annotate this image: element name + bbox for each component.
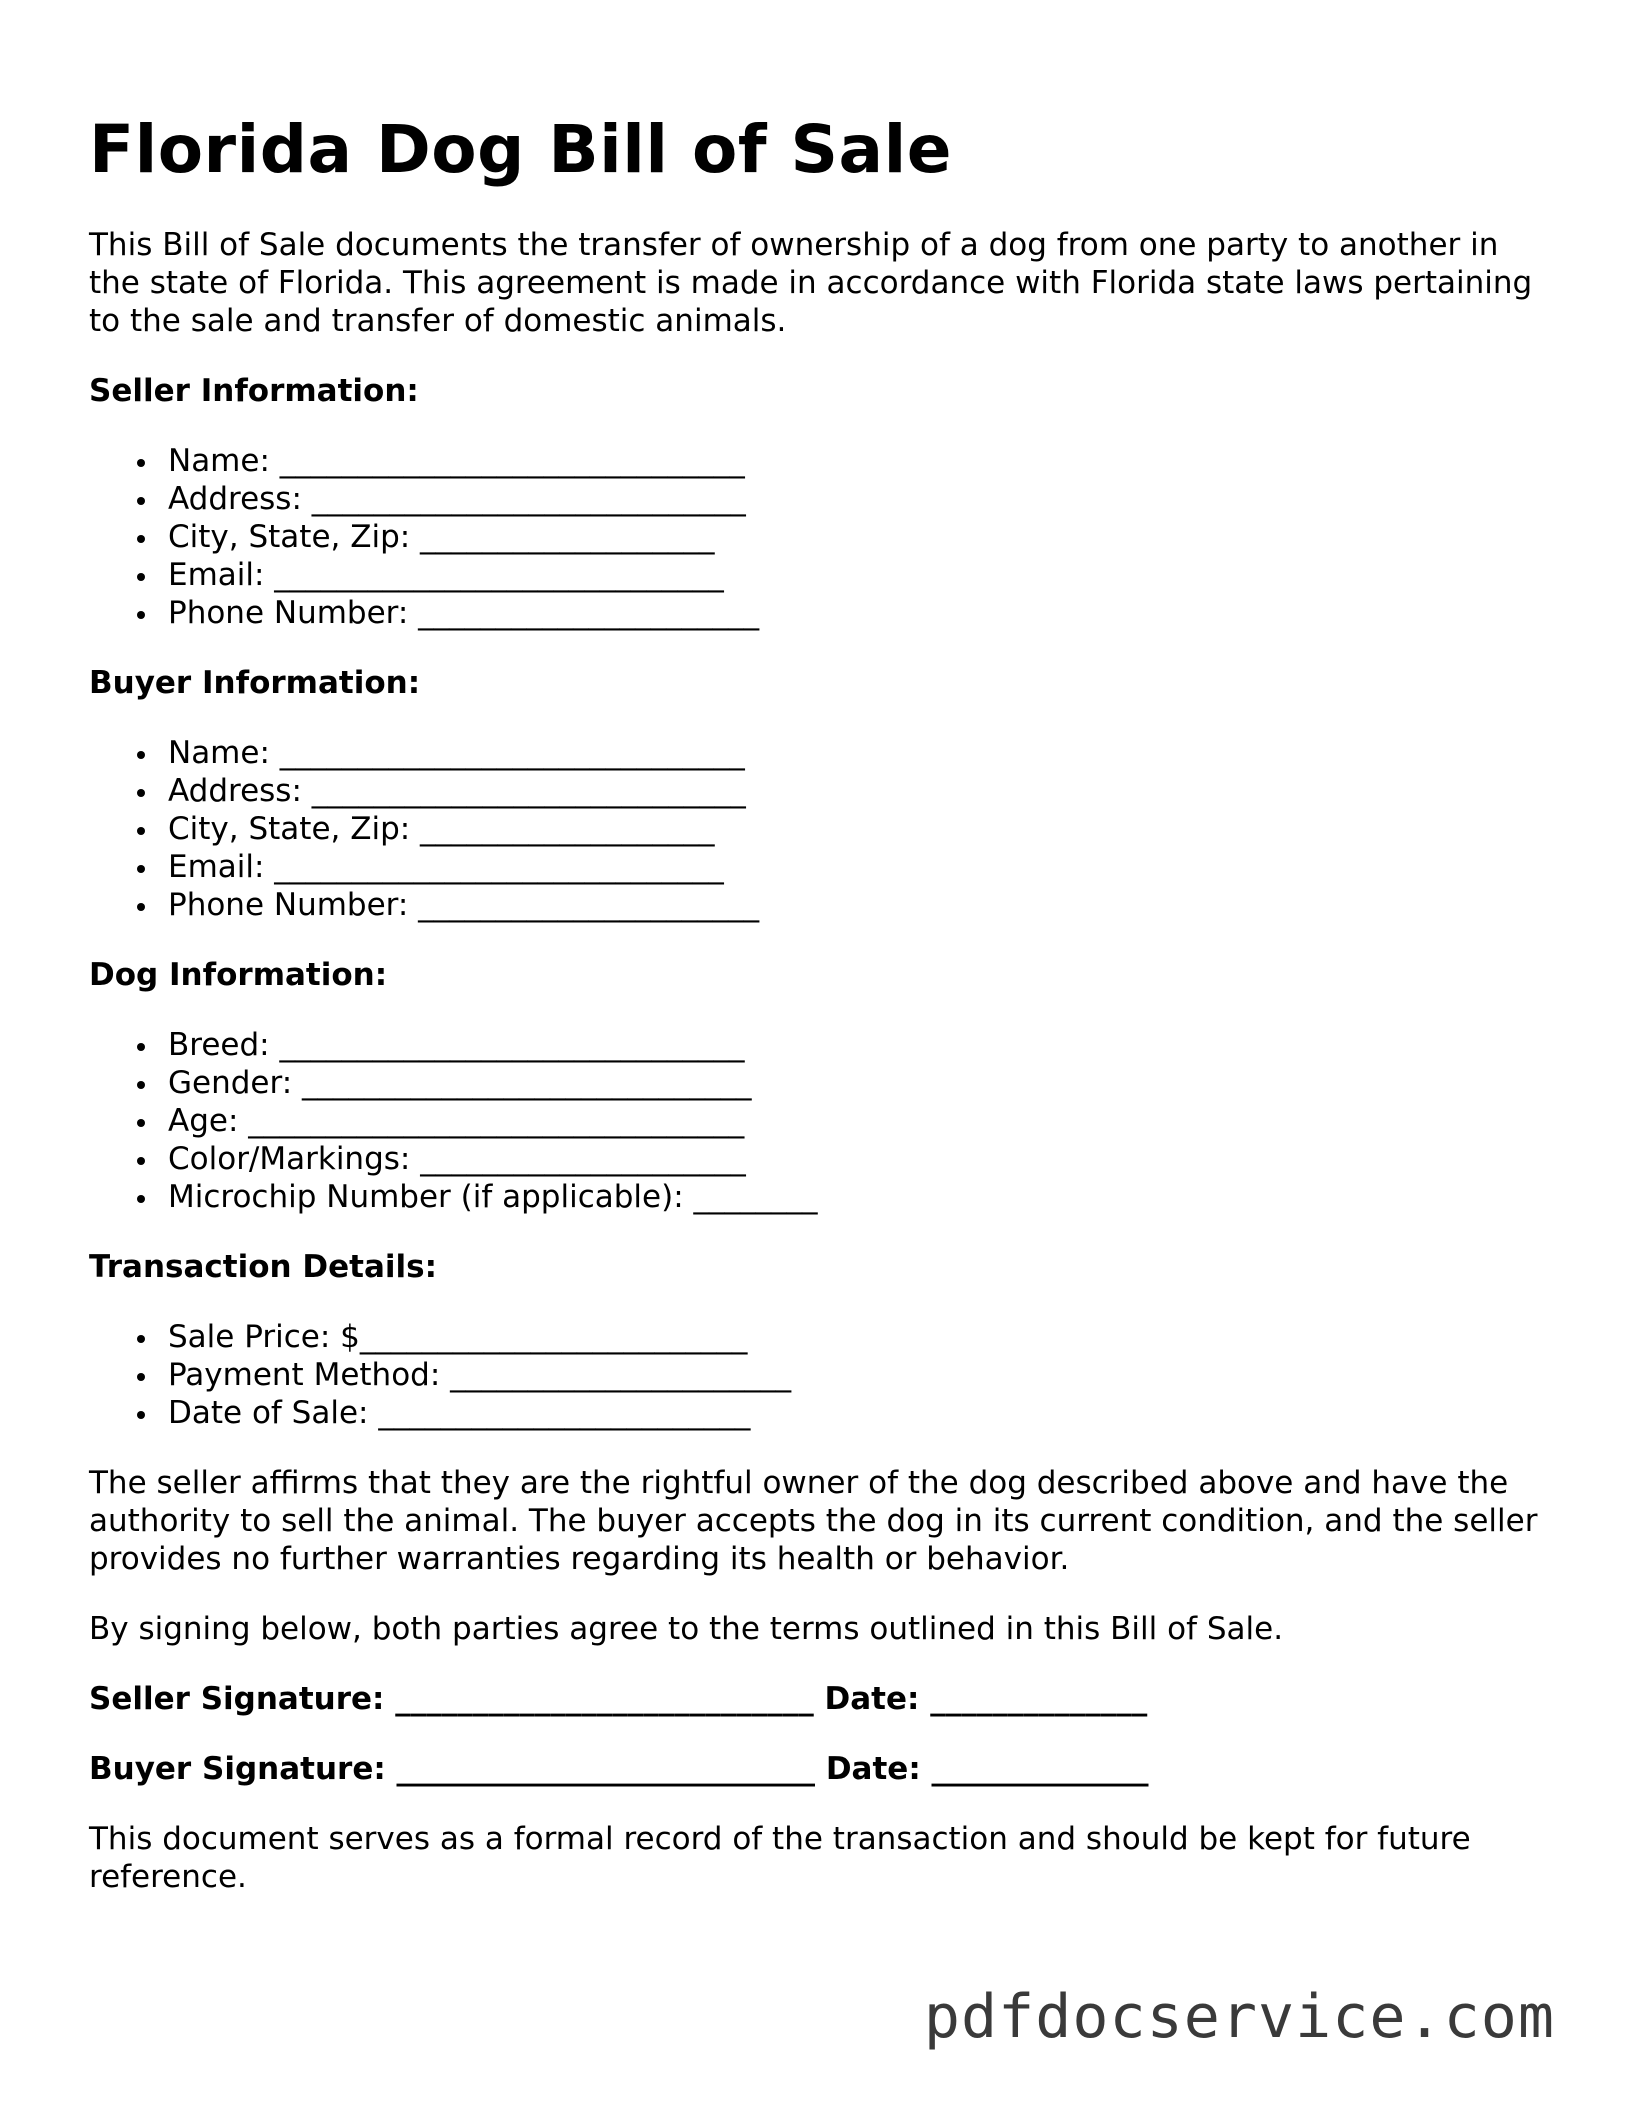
dog-gender-field: Gender: _____________________________ — [168, 1064, 1549, 1102]
dog-age-field: Age: ________________________________ — [168, 1102, 1549, 1140]
seller-city-state-zip-field: City, State, Zip: ___________________ — [168, 518, 1549, 556]
dog-heading: Dog Information: — [89, 957, 388, 993]
buyer-email-field: Email: _____________________________ — [168, 848, 1549, 886]
seller-address-field: Address: ____________________________ — [168, 480, 1549, 518]
watermark: pdfdocservice.com — [923, 1982, 1555, 2052]
seller-signature-line: Seller Signature: ___________________________ Date: ______________ — [89, 1681, 1148, 1717]
buyer-heading: Buyer Information: — [89, 665, 421, 701]
seller-email-field: Email: _____________________________ — [168, 556, 1549, 594]
buyer-city-state-zip-field: City, State, Zip: ___________________ — [168, 810, 1549, 848]
seller-name-field: Name: ______________________________ — [168, 442, 1549, 480]
buyer-fields-list — [89, 734, 1549, 924]
date-of-sale-field: Date of Sale: ________________________ — [168, 1394, 1549, 1432]
seller-fields-list — [89, 442, 1549, 632]
payment-method-field: Payment Method: ______________________ — [168, 1356, 1549, 1394]
document-page — [89, 110, 1549, 1896]
dog-microchip-field: Microchip Number (if applicable): ________ — [168, 1178, 1549, 1216]
buyer-phone-field: Phone Number: ______________________ — [168, 886, 1549, 924]
seller-heading: Seller Information: — [89, 373, 419, 409]
affirmation-paragraph: The seller affirms that they are the rightful owner of the dog described above and have the authority to sell the animal. The buyer accepts the dog in its current condition, and the seller provides no further warranties regarding its health or behavior. — [89, 1465, 1538, 1577]
transaction-heading: Transaction Details: — [89, 1249, 437, 1285]
dog-fields-list — [89, 1026, 1549, 1216]
dog-color-markings-field: Color/Markings: _____________________ — [168, 1140, 1549, 1178]
transaction-fields-list — [89, 1318, 1549, 1432]
agreement-paragraph: By signing below, both parties agree to the terms outlined in this Bill of Sale. — [89, 1611, 1284, 1647]
intro-paragraph: This Bill of Sale documents the transfer of ownership of a dog from one party to another in the state of Florida. This agreement is made in accordance with Florida state laws pertaining to the sale and transfer of domestic animals. — [89, 227, 1533, 339]
dog-breed-field: Breed: ______________________________ — [168, 1026, 1549, 1064]
buyer-signature-line: Buyer Signature: ___________________________ Date: ______________ — [89, 1751, 1149, 1787]
document-title: Florida Dog Bill of Sale — [89, 111, 952, 188]
buyer-name-field: Name: ______________________________ — [168, 734, 1549, 772]
sale-price-field: Sale Price: $_________________________ — [168, 1318, 1549, 1356]
seller-phone-field: Phone Number: ______________________ — [168, 594, 1549, 632]
closing-paragraph: This document serves as a formal record of the transaction and should be kept for future reference. — [89, 1821, 1471, 1895]
buyer-address-field: Address: ____________________________ — [168, 772, 1549, 810]
